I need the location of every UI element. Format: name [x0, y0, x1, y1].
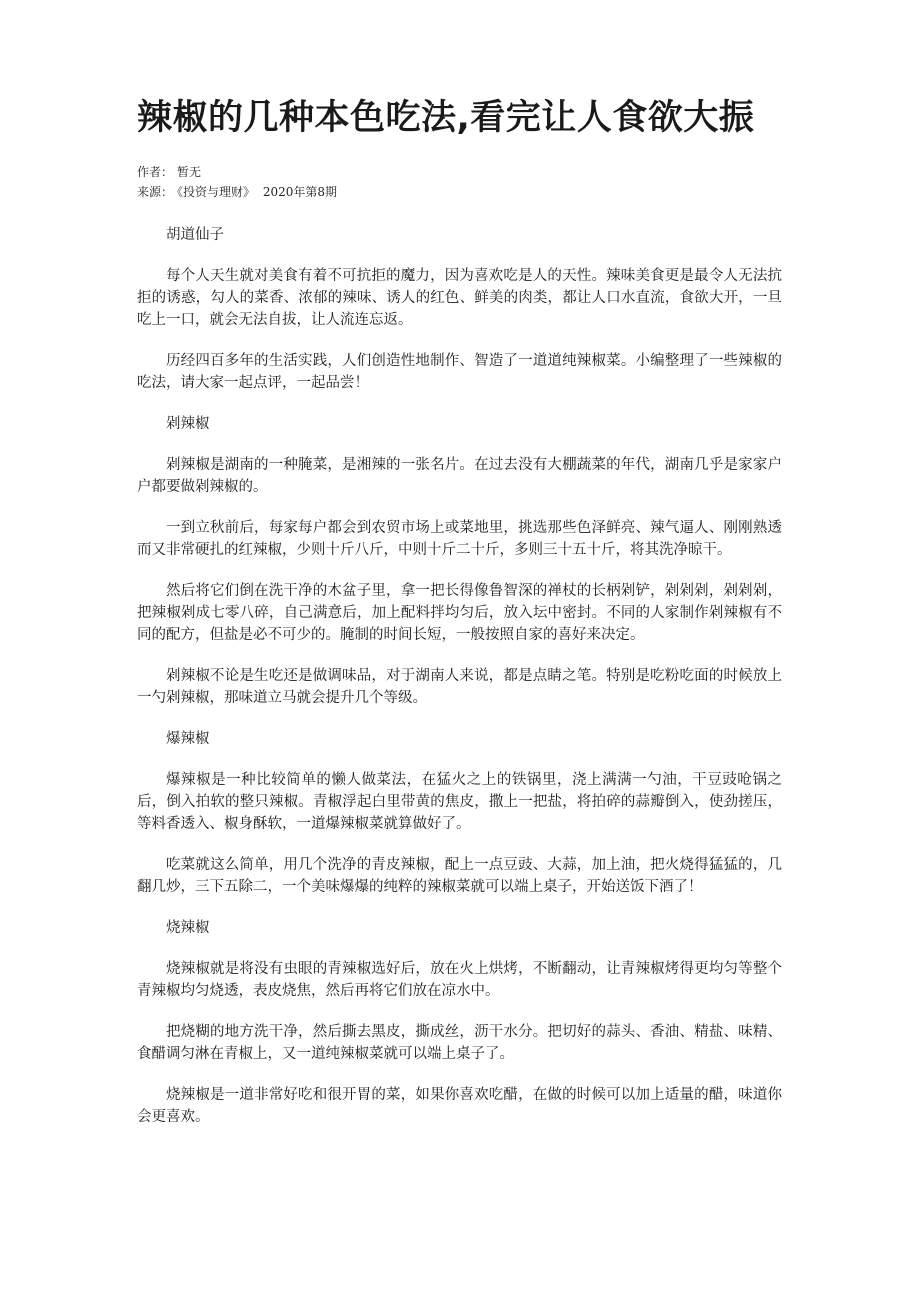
- source-row: [137, 182, 782, 202]
- intro-paragraph: 历经四百多年的生活实践，人们创造性地制作、智造了一道道纯辣椒菜。小编整理了一些辣椒的吃法，请大家一起点评，一起品尝！: [137, 353, 782, 391]
- body-paragraph: 爆辣椒是一种比较简单的懒人做菜法，在猛火之上的铁锅里，浇上满满一勺油，干豆豉呛锅之后，倒入拍软的整只辣椒。青椒浮起白里带黄的焦皮，撒上一把盐，将拍碎的蒜瓣倒入，使劲搓压，等料香透入、椒身酥软，一道爆辣椒菜就算做好了。: [137, 772, 782, 832]
- body-paragraph: 剁辣椒是湖南的一种腌菜，是湘辣的一张名片。在过去没有大棚蔬菜的年代，湖南几乎是家家户户都要做剁辣椒的。: [137, 457, 782, 495]
- author-label: 作者：: [137, 165, 174, 179]
- body-paragraph: 一到立秋前后，每家每户都会到农贸市场上或菜地里，挑选那些色泽鲜亮、辣气逼人、刚刚熟透而又非常硬扎的红辣椒，少则十斤八斤，中则十斤二十斤，多则三十五十斤，将其洗净晾干。: [137, 520, 782, 558]
- intro-paragraph: 每个人天生就对美食有着不可抗拒的魔力，因为喜欢吃是人的天性。辣味美食更是最令人无法抗拒的诱惑，勾人的菜香、浓郁的辣味、诱人的红色、鲜美的肉类，都让人口水直流，食欲大开，一旦吃上一口，就会无法自拔，让人流连忘返。: [137, 268, 782, 328]
- source-journal: 《投资与理财》: [177, 185, 256, 199]
- section-heading-duo-la-jiao: 剁辣椒: [166, 416, 210, 432]
- article-body: [137, 224, 782, 1128]
- document-page: [137, 0, 782, 1147]
- article-meta: [137, 162, 782, 202]
- body-paragraph: 剁辣椒不论是生吃还是做调味品，对于湖南人来说，都是点睛之笔。特别是吃粉吃面的时候放上一勺剁辣椒，那味道立马就会提升几个等级。: [137, 668, 782, 706]
- body-paragraph: 然后将它们倒在洗干净的木盆子里，拿一把长得像鲁智深的禅杖的长柄剁铲，剁剁剁，剁剁剁，把辣椒剁成七零八碎，自己满意后，加上配料拌均匀后，放入坛中密封。不同的人家制作剁辣椒有不同的配方，但盐是必不可少的。腌制的时间长短，一般按照自家的喜好来决定。: [137, 583, 782, 643]
- source-label: 来源：: [137, 185, 174, 199]
- body-paragraph: 烧辣椒就是将没有虫眼的青辣椒选好后，放在火上烘烤，不断翻动，让青辣椒烤得更均匀等整个青辣椒均匀烧透，表皮烧焦，然后再将它们放在凉水中。: [137, 961, 782, 999]
- byline-paragraph: 胡道仙子: [166, 227, 224, 243]
- author-value: 暂无: [177, 165, 202, 179]
- section-heading-shao-la-jiao: 烧辣椒: [166, 920, 210, 936]
- author-row: [137, 162, 782, 182]
- article-title: 辣椒的几种本色吃法,看完让人食欲大振: [137, 98, 755, 138]
- body-paragraph: 烧辣椒是一道非常好吃和很开胃的菜，如果你喜欢吃醋，在做的时候可以加上适量的醋，味道你会更喜欢。: [137, 1087, 782, 1125]
- body-paragraph: 把烧糊的地方洗干净，然后撕去黑皮，撕成丝，沥干水分。把切好的蒜头、香油、精盐、味精、食醋调匀淋在青椒上，又一道纯辣椒菜就可以端上桌子了。: [137, 1024, 782, 1062]
- source-issue: 2020年第8期: [262, 185, 338, 199]
- body-paragraph: 吃菜就这么简单，用几个洗净的青皮辣椒，配上一点豆豉、大蒜，加上油，把火烧得猛猛的，几翻几炒，三下五除二，一个美味爆爆的纯粹的辣椒菜就可以端上桌子，开始送饭下酒了！: [137, 857, 782, 895]
- section-heading-bao-la-jiao: 爆辣椒: [166, 731, 210, 747]
